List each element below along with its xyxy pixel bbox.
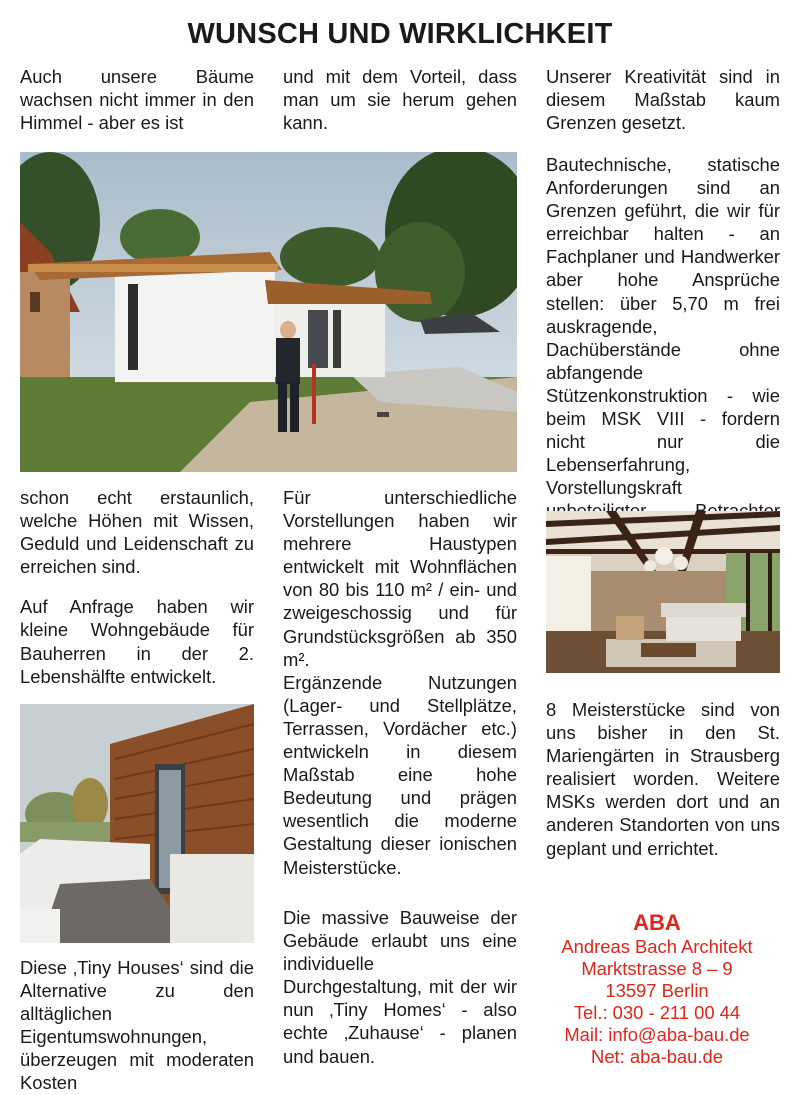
contact-phone: Tel.: 030 - 211 00 44 xyxy=(573,1002,741,1023)
contact-mail: Mail: info@aba-bau.de xyxy=(564,1024,750,1045)
col1-paragraph-intro: Auch unsere Bäume wachsen nicht immer in den Himmel - aber es ist xyxy=(20,66,254,134)
col3-paragraph-technical: Bautechnische, statische Anforderungen sind an Grenzen geführt, die wir für erreichbar halten - an Fachplaner und Handwerker aber hohe Ansprüche stellen: über 5,70 m frei auskragende, Dachüberstände ohne abfangende Stützenkonstruktion - wie beim MSK VIII - fordern nicht nur die Lebenserfahrung, Vorstellungskraft xyxy=(546,154,780,499)
col2-text-block xyxy=(283,486,517,879)
contact-net: Net: aba-bau.de xyxy=(591,1046,723,1067)
col2-paragraph-advantage: und mit dem Vorteil, dass man um sie herum gehen kann. xyxy=(283,66,517,134)
paragraph-gap xyxy=(20,578,254,595)
house-exterior-photo xyxy=(20,152,517,472)
contact-brand: ABA xyxy=(633,910,681,935)
col2-paragraph-additional-use: Ergänzende Nutzungen (Lager- und Stellplätze, Terrassen, Vordächer etc.) entwickeln in diesem Maßstab eine hohe Bedeutung und prägen wesentlich die moderne Gestaltung dieser ionischen Meisterstücke. xyxy=(283,671,517,878)
col1-paragraph-height: schon echt erstaunlich, welche Höhen mit Wissen, Geduld und Leidenschaft zu erreichen sind. xyxy=(20,487,254,578)
col3-paragraph-creativity: Unserer Kreativität sind in diesem Maßstab kaum Grenzen gesetzt. xyxy=(546,66,780,134)
contact-block xyxy=(546,910,768,1068)
col2-paragraph-construction: Die massive Bauweise der Gebäude erlaubt uns eine individuelle Durchgestaltung, mit der wir nun ‚Tiny Homes‘ - also echte ‚Zuhause‘ - planen und bauen. xyxy=(283,907,517,1067)
contact-city: 13597 Berlin xyxy=(605,980,709,1001)
col3-paragraph-masterpieces: 8 Meisterstücke sind von uns bisher in den St. Mariengärten in Strausberg realisiert worden. Weitere MSKs werden dort und an anderen Standorten von uns geplant und errichtet. xyxy=(546,699,780,859)
contact-name: Andreas Bach Architekt xyxy=(561,936,753,957)
col1-paragraph-request: Auf Anfrage haben wir kleine Wohngebäude für Bauherren in der 2. Lebenshälfte entwickelt. xyxy=(20,596,254,687)
contact-street: Marktstrasse 8 – 9 xyxy=(581,958,733,979)
col2-paragraph-house-types: Für unterschiedliche Vorstellungen haben wir mehrere Haustypen entwickelt mit Wohnflächen von 80 bis 110 m² / ein- und zweigeschossig und für Grundstücksgrößen ab 350 m². xyxy=(283,487,517,670)
col1-paragraph-tiny-houses: Diese ‚Tiny Houses‘ sind die Alternative zu den alltäglichen Eigentumswohnungen, überzeugen mit moderaten Kosten xyxy=(20,957,254,1094)
col1-text-block xyxy=(20,486,254,688)
balcony-photo xyxy=(20,704,254,943)
interior-photo xyxy=(546,511,780,673)
headline: WUNSCH UND WIRKLICHKEIT xyxy=(187,18,613,50)
